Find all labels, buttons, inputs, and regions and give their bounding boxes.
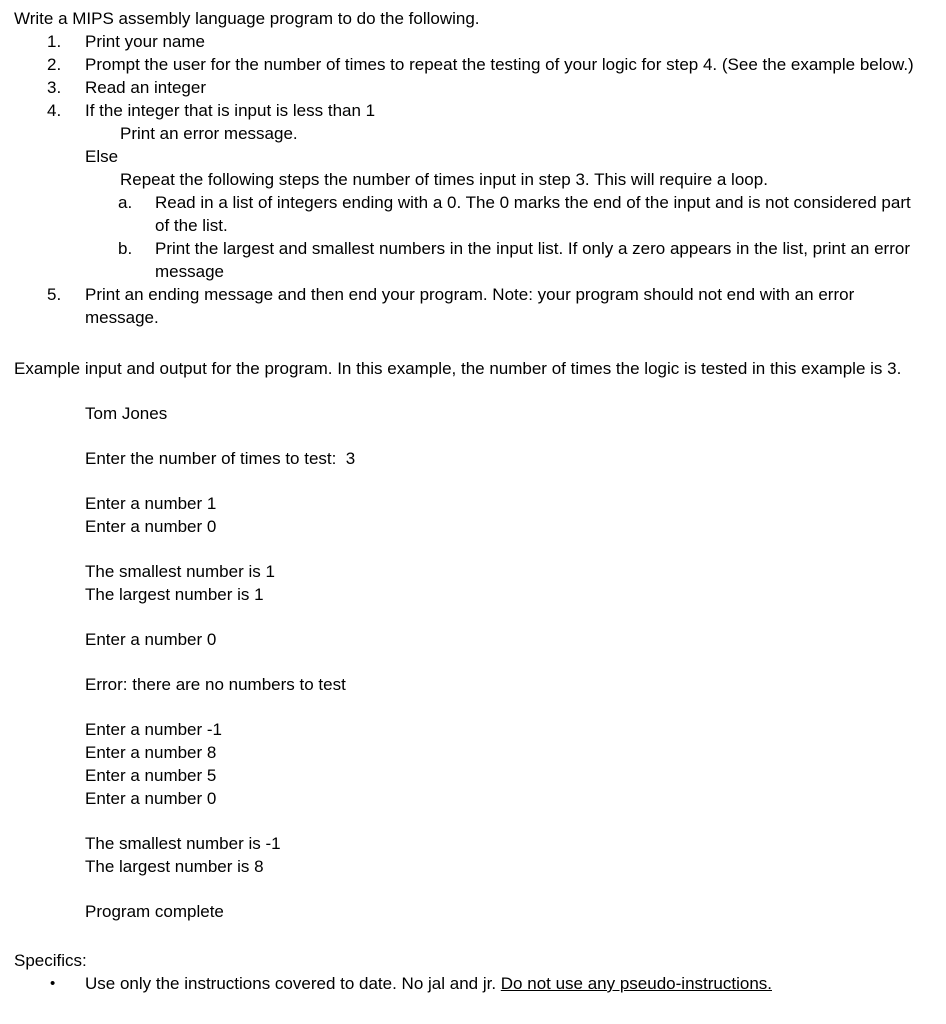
transcript-spacer (85, 470, 946, 492)
transcript-spacer (85, 606, 946, 628)
transcript-line: The smallest number is -1 (85, 834, 281, 853)
substep-item-a (85, 191, 946, 237)
transcript-group (85, 900, 946, 923)
transcript-line: Enter a number 0 (85, 630, 217, 649)
list-marker: 2. (47, 55, 62, 74)
transcript-line: Enter a number 0 (85, 789, 217, 808)
transcript-line: Enter a number 0 (85, 517, 217, 536)
bullet-icon: • (50, 975, 56, 992)
list-item-text: Print your name (85, 32, 205, 51)
list-marker: 3. (47, 78, 62, 97)
transcript-group (85, 560, 946, 606)
transcript-spacer (85, 651, 946, 673)
example-paragraph: Example input and output for the program. In this example, the number of times the logic is tested in this example is 3. (14, 359, 902, 378)
substep-text: Print the largest and smallest numbers in the input list. If only a zero appears in the list, print an error message (155, 239, 910, 281)
transcript-line: Enter the number of times to test: 3 (85, 449, 356, 468)
list-item-text: Read an integer (85, 78, 206, 97)
specifics-item-text (85, 972, 946, 995)
list-item-4 (0, 99, 946, 283)
transcript-line: The largest number is 8 (85, 857, 264, 876)
if-branch-text: Print an error message. (120, 124, 298, 143)
list-item-5 (0, 283, 946, 329)
transcript-spacer (85, 810, 946, 832)
specifics-item-plain-text: Use only the instructions covered to date. No jal and jr. (85, 974, 501, 993)
transcript-line: Enter a number 8 (85, 743, 217, 762)
substep-marker: a. (118, 193, 133, 212)
transcript-group (85, 832, 946, 878)
substep-list (85, 191, 946, 283)
sample-transcript (0, 380, 946, 923)
substep-text: Read in a list of integers ending with a 0. The 0 marks the end of the input and is not considered part of the list. (155, 193, 911, 235)
transcript-group (85, 447, 946, 470)
transcript-line: Error: there are no numbers to test (85, 675, 346, 694)
list-item-2 (0, 53, 946, 76)
specifics-item-underlined-text: Do not use any pseudo-instructions. (500, 974, 772, 993)
transcript-line: Tom Jones (85, 404, 168, 423)
list-marker: 1. (47, 32, 62, 51)
intro-paragraph: Write a MIPS assembly language program to do the following. (14, 9, 480, 28)
transcript-line: The smallest number is 1 (85, 562, 275, 581)
list-item-text: If the integer that is input is less than 1 (85, 101, 376, 120)
transcript-group (85, 402, 946, 425)
transcript-spacer (85, 878, 946, 900)
requirements-list (0, 30, 946, 329)
transcript-group (85, 628, 946, 651)
list-item-3 (0, 76, 946, 99)
transcript-group (85, 718, 946, 810)
transcript-group (85, 492, 946, 538)
else-keyword: Else (85, 147, 119, 166)
list-item-text: Print an ending message and then end your program. Note: your program should not end with an error message. (85, 285, 855, 327)
transcript-group (85, 673, 946, 696)
specifics-item (0, 972, 946, 995)
transcript-spacer (85, 538, 946, 560)
transcript-line: Enter a number 5 (85, 766, 217, 785)
transcript-line: The largest number is 1 (85, 585, 264, 604)
transcript-line: Enter a number 1 (85, 494, 217, 513)
list-marker: 4. (47, 101, 62, 120)
transcript-line: Program complete (85, 902, 224, 921)
list-item-1 (0, 30, 946, 53)
transcript-spacer (85, 696, 946, 718)
list-marker: 5. (47, 285, 62, 304)
substep-marker: b. (118, 239, 133, 258)
list-item-text: Prompt the user for the number of times to repeat the testing of your logic for step 4. (See the example below.) (85, 55, 914, 74)
transcript-line: Enter a number -1 (85, 720, 223, 739)
else-branch-intro: Repeat the following steps the number of times input in step 3. This will require a loop. (120, 170, 768, 189)
specifics-list (0, 972, 946, 995)
substep-item-b (85, 237, 946, 283)
transcript-spacer (85, 425, 946, 447)
specifics-heading: Specifics: (14, 951, 87, 970)
